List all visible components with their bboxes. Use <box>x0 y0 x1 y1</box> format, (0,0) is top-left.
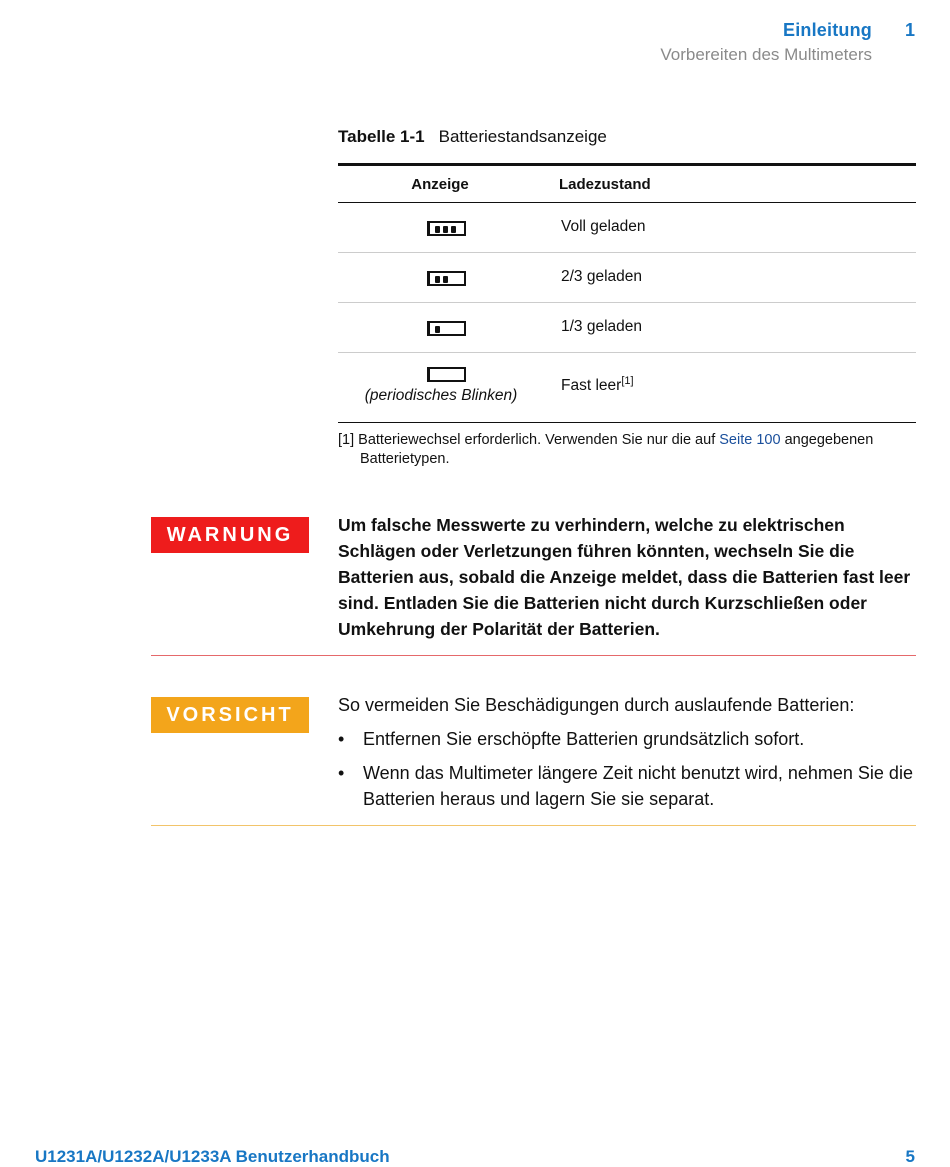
bullet-icon: • <box>338 729 345 749</box>
list-item <box>338 726 928 752</box>
battery-empty-icon <box>427 367 465 382</box>
footnote-marker: [1] <box>338 432 355 448</box>
warning-text: Um falsche Messwerte zu verhindern, welche zu elektrischen Schlägen oder Verletzungen führen könnten, wechseln Sie die Batterien aus, sobald die Anzeige meldet, dass die Batterien fast leer sind. Entladen Sie die Batterien nicht durch Kurzschließen oder Umkehrung der Polarität der Batterien. <box>338 515 911 639</box>
header-state: Ladezustand <box>559 176 651 193</box>
table-caption-label: Tabelle 1-1 <box>338 127 425 146</box>
battery-bar <box>451 226 456 233</box>
warning-divider <box>151 655 916 656</box>
table-footnote <box>338 431 918 469</box>
caution-divider <box>151 825 916 826</box>
state-text: 2/3 geladen <box>561 268 643 285</box>
caution-label: VORSICHT <box>151 697 309 733</box>
caution-bullet-text: Wenn das Multimeter längere Zeit nicht benutzt wird, nehmen Sie die Batterien heraus und lagern Sie sie separat. <box>363 763 913 809</box>
battery-one-third-icon <box>427 321 465 336</box>
table-header <box>338 166 916 203</box>
header-display: Anzeige <box>411 176 469 193</box>
footnote-text: Batteriewechsel erforderlich. Verwenden Sie nur die auf <box>358 432 716 448</box>
chapter-number: 1 <box>904 20 915 40</box>
table-row <box>338 203 916 253</box>
manual-title: U1231A/U1232A/U1233A Benutzerhandbuch <box>35 1147 390 1166</box>
table-row <box>338 353 916 423</box>
caution-intro: So vermeiden Sie Beschädigungen durch auslaufende Batterien: <box>338 695 855 715</box>
blink-note: (periodisches Blinken) <box>364 387 518 404</box>
footnote-text-line2: Batterietypen. <box>360 451 450 467</box>
section-title: Vorbereiten des Multimeters <box>660 45 872 64</box>
caution-bullet-text: Entfernen Sie erschöpfte Batterien grundsätzlich sofort. <box>363 729 805 749</box>
battery-two-thirds-icon <box>427 271 465 286</box>
state-text-label: Fast leer <box>561 377 622 394</box>
state-text <box>561 374 634 395</box>
table-row <box>338 303 916 353</box>
state-text: 1/3 geladen <box>561 318 643 335</box>
page-number: 5 <box>905 1147 915 1166</box>
battery-full-icon <box>427 221 465 236</box>
chapter-title: Einleitung <box>783 20 872 40</box>
battery-bar <box>435 276 440 283</box>
battery-bar <box>443 226 448 233</box>
bullet-icon: • <box>338 763 345 783</box>
table-caption-title: Batteriestandsanzeige <box>438 127 607 146</box>
table-row <box>338 253 916 303</box>
footnote-ref[interactable]: [1] <box>621 374 634 387</box>
page-link[interactable]: Seite 100 <box>719 432 781 448</box>
table-caption <box>338 127 607 147</box>
battery-bar <box>443 276 448 283</box>
battery-bar <box>435 326 440 333</box>
state-text: Voll geladen <box>561 218 646 235</box>
list-item <box>338 760 928 812</box>
battery-level-table <box>338 163 916 423</box>
warning-label: WARNUNG <box>151 517 309 553</box>
footnote-text-end: angegebenen <box>784 432 874 448</box>
caution-block <box>338 692 928 812</box>
battery-bar <box>435 226 440 233</box>
